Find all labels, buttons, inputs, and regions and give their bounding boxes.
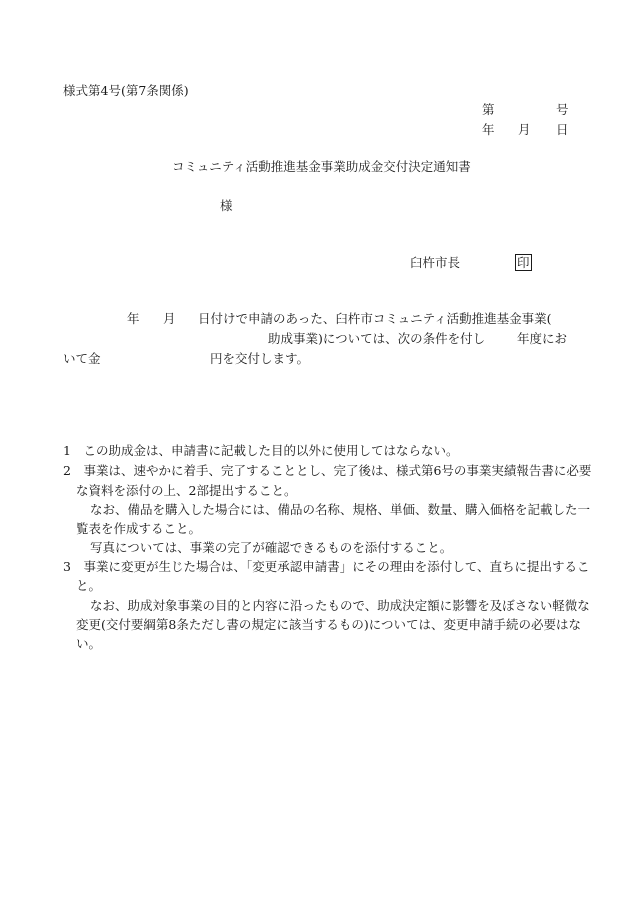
condition-3-note-line1: なお、助成対象事業の目的と内容に沿ったもので、助成決定額に影響を及ぼさない軽微な: [90, 598, 590, 613]
doc-number-suffix: 号: [556, 102, 569, 117]
date-month: 月: [518, 122, 531, 137]
body-line1: 日付けで申請のあった、臼杵市コミュニティ活動推進基金事業(: [198, 311, 552, 326]
issuer-name: 臼杵市長: [410, 255, 461, 270]
condition-3-line2: と。: [76, 578, 102, 593]
body-line3-b: 円を交付します。: [210, 351, 310, 366]
body-line3-a: いて金: [63, 351, 101, 366]
doc-number-prefix: 第: [482, 102, 495, 117]
condition-3-note-line3: い。: [76, 636, 102, 651]
addressee-honorific: 様: [220, 198, 233, 213]
body-line2-b: 年度にお: [517, 331, 568, 346]
condition-2-line2: な資料を添付の上、2部提出すること。: [76, 483, 297, 498]
body-line2-a: 助成事業)については、次の条件を付し: [268, 331, 486, 346]
condition-2-line1: 2 事業は、速やかに着手、完了することとし、完了後は、様式第6号の事業実績報告書に必要: [63, 463, 592, 478]
condition-3-line1: 3 事業に変更が生じた場合は、「変更承認申請書」にその理由を添付して、直ちに提出するこ: [63, 559, 590, 574]
body-month: 月: [163, 311, 176, 326]
body-year: 年: [127, 311, 140, 326]
document-title: コミュニティ活動推進基金事業助成金交付決定通知書: [172, 159, 471, 174]
form-number: 様式第4号(第7条関係): [63, 83, 189, 98]
seal-text: 印: [517, 255, 530, 270]
date-year: 年: [482, 122, 495, 137]
condition-2-note1-line1: なお、備品を購入した場合には、備品の名称、規格、単価、数量、購入価格を記載した一: [90, 502, 591, 517]
condition-1: 1 この助成金は、申請書に記載した目的以外に使用してはならない。: [63, 443, 459, 458]
condition-2-note2: 写真については、事業の完了が確認できるものを添付すること。: [90, 540, 453, 555]
condition-3-note-line2: 変更(交付要綱第8条ただし書の規定に該当するもの)については、変更申請手続の必要はな: [76, 617, 581, 632]
date-day: 日: [556, 122, 569, 137]
seal-mark: [515, 254, 532, 271]
condition-2-note1-line2: 覧表を作成すること。: [76, 521, 202, 536]
